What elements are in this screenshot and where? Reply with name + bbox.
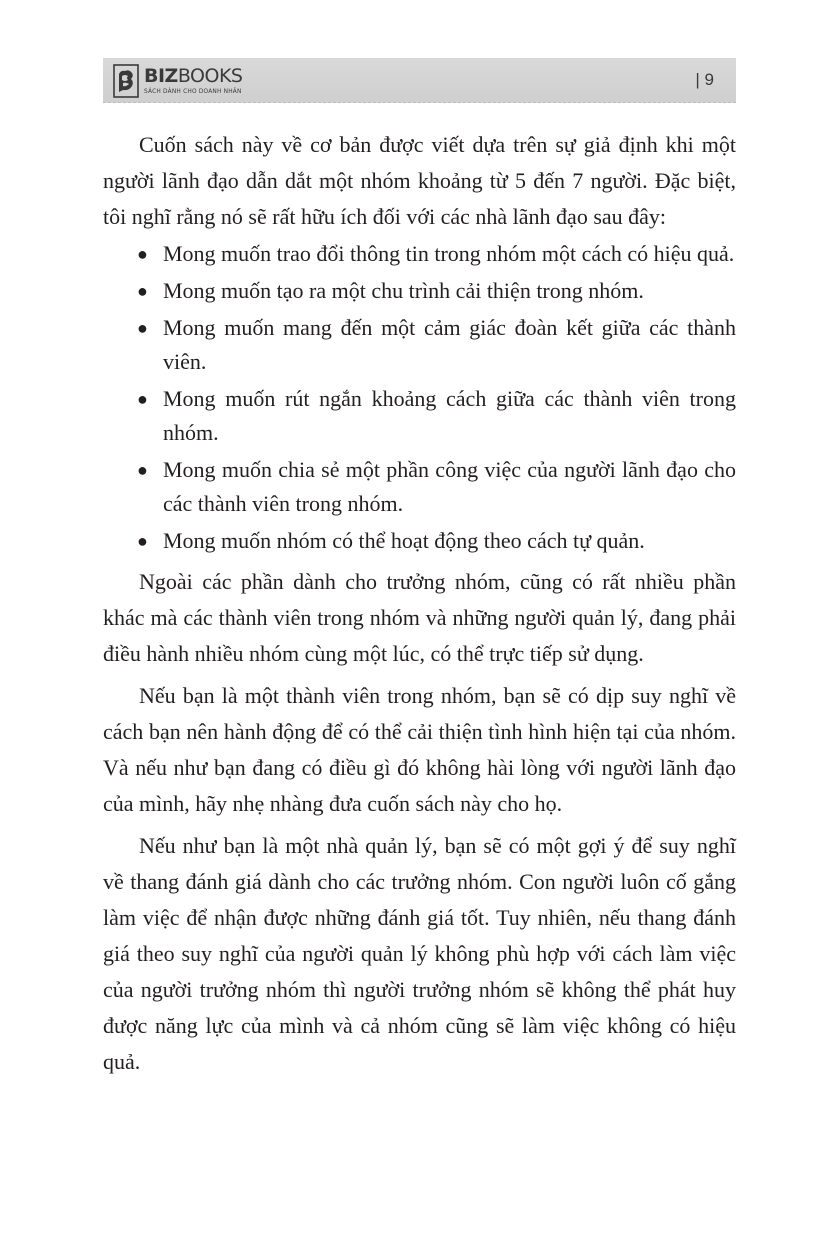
paragraph-other-readers: Ngoài các phần dành cho trưởng nhóm, cũng có rất nhiều phần khác mà các thành viên trong nhóm và những người quản lý, đang phải điều hành nhiều nhóm cùng một lúc, có thể trực tiếp sử dụng.	[103, 569, 736, 666]
list-item: ● Mong muốn chia sẻ một phần công việc của người lãnh đạo cho các thành viên trong nhóm.	[103, 453, 736, 521]
bullet-icon: ●	[137, 281, 148, 301]
logo-emblem-icon	[113, 64, 139, 98]
paragraph-manager: Nếu như bạn là một nhà quản lý, bạn sẽ có một gợi ý để suy nghĩ về thang đánh giá dành cho các trưởng nhóm. Con người luôn cố gắng làm việc để nhận được những đánh giá tốt. Tuy nhiên, nếu thang đánh giá theo suy nghĩ của người quản lý không phù hợp với cách làm việc của người trưởng nhóm thì người trưởng nhóm sẽ không thể phát huy được năng lực của mình và cả nhóm cũng sẽ làm việc không có hiệu quả.	[103, 833, 736, 1074]
list-item: ● Mong muốn tạo ra một chu trình cải thiện trong nhóm.	[103, 274, 736, 308]
page-header	[103, 58, 736, 103]
bullet-icon: ●	[137, 318, 148, 338]
bullet-icon: ●	[137, 244, 148, 264]
intro-paragraph: Cuốn sách này về cơ bản được viết dựa trên sự giả định khi một người lãnh đạo dẫn dắt một nhóm khoảng từ 5 đến 7 người. Đặc biệt, tôi nghĩ rằng nó sẽ rất hữu ích đối với các nhà lãnh đạo sau đây:	[103, 132, 736, 229]
bullet-icon: ●	[137, 460, 148, 480]
page-number: | 9	[695, 70, 714, 89]
bullet-icon: ●	[137, 389, 148, 409]
list-item: ● Mong muốn nhóm có thể hoạt động theo cách tự quản.	[103, 524, 736, 558]
list-item: ● Mong muốn trao đổi thông tin trong nhóm một cách có hiệu quả.	[103, 237, 736, 271]
logo-tagline: SÁCH DÀNH CHO DOANH NHÂN	[144, 87, 242, 96]
paragraph-team-member: Nếu bạn là một thành viên trong nhóm, bạn sẽ có dịp suy nghĩ về cách bạn nên hành động để có thể cải thiện tình hình hiện tại của nhóm. Và nếu như bạn đang có điều gì đó không hài lòng với người lãnh đạo của mình, hãy nhẹ nhàng đưa cuốn sách này cho họ.	[103, 683, 736, 816]
page-body	[103, 127, 736, 1080]
list-item: ● Mong muốn rút ngắn khoảng cách giữa các thành viên trong nhóm.	[103, 382, 736, 450]
list-item: ● Mong muốn mang đến một cảm giác đoàn kết giữa các thành viên.	[103, 311, 736, 379]
logo-wordmark: BIZBOOKS	[144, 65, 243, 88]
bullet-list	[103, 237, 736, 558]
bizbooks-logo	[113, 63, 242, 99]
bullet-icon: ●	[137, 531, 148, 551]
